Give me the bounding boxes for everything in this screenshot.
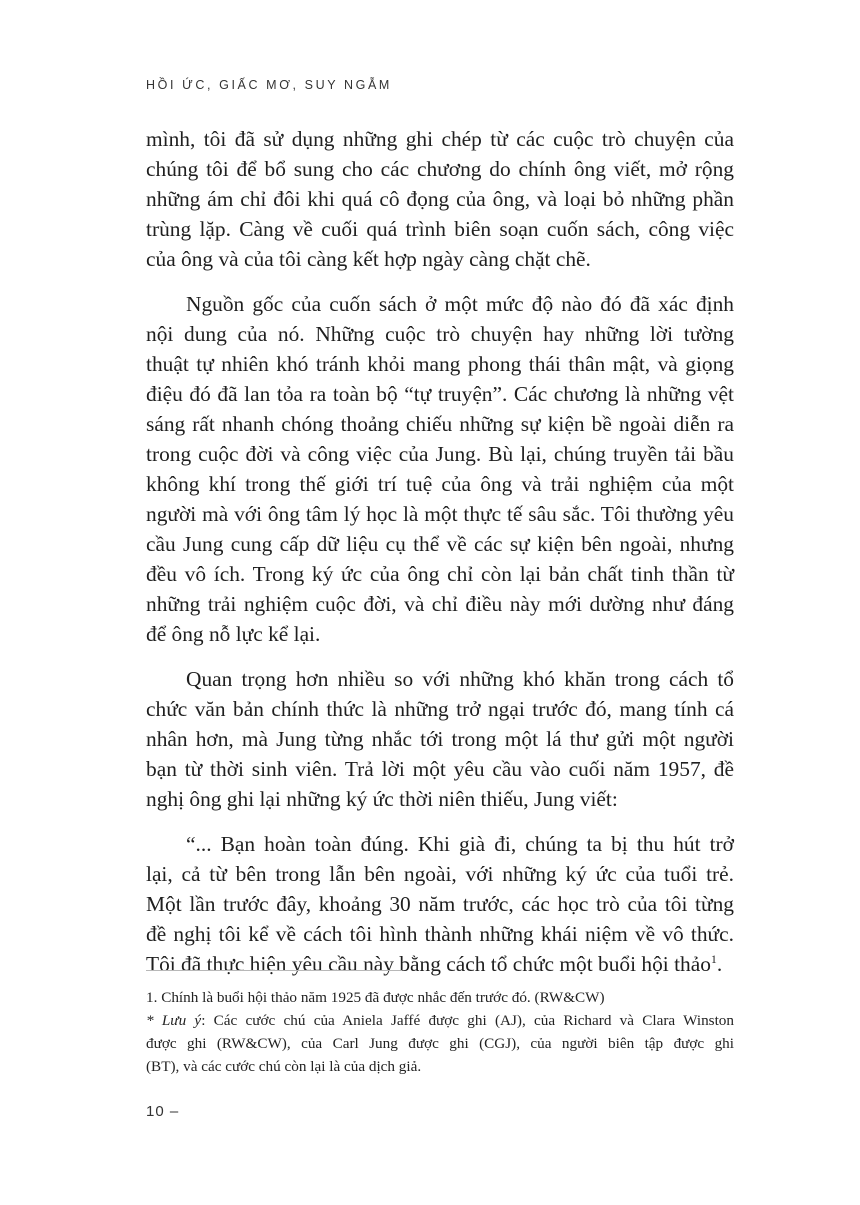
text-line: nghị ông ghi lại những ký ức thời niên thiếu, Jung viết: bbox=[146, 787, 618, 811]
text-line: những ám chỉ đôi khi quá cô đọng của ông, và loại bỏ những phần bbox=[146, 187, 734, 211]
text-line: Quan trọng hơn nhiều so với những khó khăn trong cách tổ bbox=[186, 667, 734, 691]
footnote-marker[interactable]: 1 bbox=[710, 951, 717, 966]
paragraph-gap bbox=[146, 649, 734, 664]
paragraph-3 bbox=[146, 664, 734, 814]
footnote-note-text: : Các cước chú của Aniela Jaffé được ghi (AJ), của Richard và Clara Winston bbox=[201, 1012, 734, 1029]
text-line: chúng tôi để bổ sung cho các chương do chính ông viết, mở rộng bbox=[146, 157, 734, 181]
running-head: HỒI ỨC, GIẤC MƠ, SUY NGẪM bbox=[146, 78, 392, 92]
paragraph-gap bbox=[146, 274, 734, 289]
page-number: 10 – bbox=[146, 1103, 180, 1120]
footnote-note-label: * Lưu ý bbox=[146, 1012, 202, 1029]
footnote-divider bbox=[146, 970, 402, 971]
footnote-1: 1. Chính là buổi hội thảo năm 1925 đã được nhắc đến trước đó. (RW&CW) bbox=[146, 989, 605, 1006]
text-line: Một lần trước đây, khoảng 30 năm trước, các học trò của tôi từng bbox=[146, 892, 734, 916]
text-line: thuật tự nhiên khó tránh khỏi mang phong thái thân mật, và giọng bbox=[146, 352, 734, 376]
footnote-note-line: (BT), và các cước chú còn lại là của dịch giả. bbox=[146, 1058, 422, 1075]
text-line: nhân hơn, mà Jung từng nhắc tới trong một lá thư gửi một người bbox=[146, 727, 734, 751]
body-text bbox=[146, 124, 734, 979]
paragraph-gap bbox=[146, 814, 734, 829]
footnote-note-line: được ghi (RW&CW), của Carl Jung được ghi (CGJ), của người biên tập được ghi bbox=[146, 1035, 734, 1052]
text-line: trong cuộc đời và công việc của Jung. Bù lại, chúng truyền tải bầu bbox=[146, 442, 734, 466]
text-line: bạn từ thời sinh viên. Trả lời một yêu cầu vào cuối năm 1957, đề bbox=[146, 757, 734, 781]
text-line: cầu Jung cung cấp dữ liệu cụ thể về các sự kiện bên ngoài, nhưng bbox=[146, 532, 734, 556]
text-line: những trải nghiệm cuộc đời, và chỉ điều này mới dường như đáng bbox=[146, 592, 734, 616]
paragraph-1 bbox=[146, 124, 734, 274]
text-line: đều vô ích. Trong ký ức của ông chỉ còn lại bản chất tinh thần từ bbox=[146, 562, 734, 586]
text-line: chức văn bản chính thức là những trở ngại trước đó, mang tính cá bbox=[146, 697, 734, 721]
footnote-note-line bbox=[146, 1009, 734, 1032]
footnotes bbox=[146, 986, 734, 1078]
text-line: mình, tôi đã sử dụng những ghi chép từ các cuộc trò chuyện của bbox=[146, 127, 734, 151]
text-line: để ông nỗ lực kể lại. bbox=[146, 622, 321, 646]
sentence-end-period: . bbox=[716, 952, 723, 976]
text-line: sáng rất nhanh chóng thoảng chiếu những sự kiện bề ngoài diễn ra bbox=[146, 412, 734, 436]
text-line-with-footnote bbox=[146, 949, 734, 979]
text-line: “... Bạn hoàn toàn đúng. Khi già đi, chúng ta bị thu hút trở bbox=[186, 832, 734, 856]
text-line: không khí trong thế giới trí tuệ của ông và trải nghiệm của một bbox=[146, 472, 734, 496]
text-line-content: Tôi đã thực hiện yêu cầu này bằng cách tổ chức một buổi hội thảo bbox=[146, 952, 711, 976]
paragraph-2 bbox=[146, 289, 734, 649]
text-line: đề nghị tôi kể về cách tôi hình thành những khái niệm về vô thức. bbox=[146, 922, 734, 946]
text-line: của ông và của tôi càng kết hợp ngày càng chặt chẽ. bbox=[146, 247, 591, 271]
text-line: trùng lặp. Càng về cuối quá trình biên soạn cuốn sách, công việc bbox=[146, 217, 734, 241]
text-line: nội dung của nó. Những cuộc trò chuyện hay những lời tường bbox=[146, 322, 734, 346]
text-line: điệu đó đã lan tỏa ra toàn bộ “tự truyện”. Các chương là những vệt bbox=[146, 382, 734, 406]
text-line: lại, cả từ bên trong lẫn bên ngoài, với những ký ức của tuổi trẻ. bbox=[146, 862, 734, 886]
text-line: Nguồn gốc của cuốn sách ở một mức độ nào đó đã xác định bbox=[186, 292, 734, 316]
quoted-letter bbox=[146, 829, 734, 979]
text-line: người mà với ông tâm lý học là một thực tế sâu sắc. Tôi thường yêu bbox=[146, 502, 734, 526]
